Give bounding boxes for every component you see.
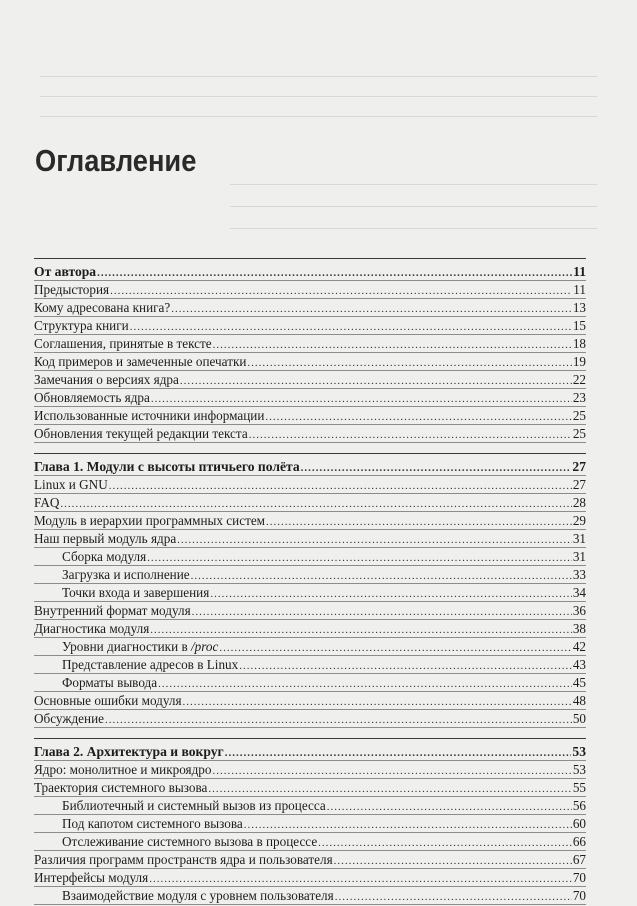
toc-chapter[interactable] [34,743,586,761]
toc-chapter-title: Глава 1. Модули с высоты птичьего полёта [34,459,300,474]
toc-entry-title: Структура книги [34,318,129,333]
toc-entry[interactable] [34,371,586,389]
toc-entry-page: 15 [572,318,586,333]
toc-entry-title: Код примеров и замеченные опечатки [34,354,247,369]
toc-chapter-page: 27 [572,459,586,474]
toc-entry-title: Траектория системного вызова [34,780,208,795]
leader-dots [213,336,572,354]
toc-entry-page: 38 [572,621,586,636]
toc-entry-page: 53 [572,762,586,777]
leader-dots [109,477,572,495]
toc-entry-title: Кому адресована книга? [34,300,171,315]
toc-entry-page: 25 [572,408,586,423]
toc-subentry[interactable] [34,584,586,602]
toc-entry-page: 56 [572,798,586,813]
toc-entry-page: 45 [572,675,586,690]
toc-entry[interactable] [34,494,586,512]
toc-entry-title: Внутренний формат модуля [34,603,191,618]
bleed-line [40,96,597,97]
leader-dots [208,780,571,798]
toc-entry-page: 28 [572,495,586,510]
leader-dots [192,603,572,621]
toc-entry-page: 67 [572,852,586,867]
proc-path: /proc [190,639,219,654]
toc-entry-page: 25 [572,426,586,441]
toc-entry-page: 70 [572,888,586,903]
leader-dots [191,567,572,585]
toc-entry-page: 60 [572,816,586,831]
toc-chapter-title: Глава 2. Архитектура и вокруг [34,744,224,759]
toc-entry-page: 29 [572,513,586,528]
leader-dots [149,870,572,888]
toc-entry-title: Обновляемость ядра [34,390,150,405]
toc-entry[interactable] [34,299,586,317]
leader-dots [327,798,572,816]
leader-dots [105,711,572,729]
table-of-contents [34,258,586,905]
toc-chapter-page: 53 [572,744,586,759]
toc-entry-title: Сборка модуля [62,549,147,564]
toc-entry-title: Уровни диагностики в /proc [62,639,219,654]
toc-subentry[interactable] [34,674,586,692]
toc-entry[interactable] [34,869,586,887]
leader-dots [130,318,572,336]
toc-entry-title: Предыстория [34,282,110,297]
toc-entry[interactable] [34,602,586,620]
toc-entry-title: Модуль в иерархии программных систем [34,513,266,528]
leader-dots [150,621,572,639]
toc-entry-title: Обновления текущей редакции текста [34,426,248,441]
leader-dots [180,372,572,390]
leader-dots [335,888,572,906]
toc-entry[interactable] [34,779,586,797]
toc-entry-page: 70 [572,870,586,885]
toc-entry-title: Отслеживание системного вызова в процессе [62,834,318,849]
leader-dots [210,585,572,603]
toc-subentry[interactable] [34,887,586,905]
leader-dots [177,531,572,549]
bleed-line [40,116,597,117]
toc-chapter-page: 11 [573,264,586,279]
toc-entry-title: Ядро: монолитное и микроядро [34,762,212,777]
toc-entry-page: 48 [572,693,586,708]
leader-dots [110,282,572,300]
bleed-line [230,206,597,207]
toc-subentry[interactable] [34,566,586,584]
toc-entry-title: Представление адресов в Linux [62,657,239,672]
bleed-line [230,228,597,229]
toc-entry-page: 22 [572,372,586,387]
toc-entry[interactable] [34,512,586,530]
toc-entry-title: Диагностика модуля [34,621,150,636]
toc-entry[interactable] [34,281,586,299]
toc-entry-page: 19 [572,354,586,369]
toc-entry-page: 33 [572,567,586,582]
leader-dots [171,300,572,318]
toc-entry-title: Различия программ пространств ядра и пользователя [34,852,333,867]
toc-entry[interactable] [34,692,586,710]
toc-entry-title: Библиотечный и системный вызов из процесса [62,798,326,813]
toc-subentry[interactable] [34,548,586,566]
leader-dots [244,816,572,834]
leader-dots [301,459,572,477]
toc-subentry[interactable] [34,833,586,851]
leader-dots [158,675,572,693]
toc-subentry[interactable] [34,638,586,656]
toc-entry[interactable] [34,476,586,494]
toc-entry-page: 27 [572,477,586,492]
toc-chapter[interactable] [34,263,586,281]
toc-entry-title: Обсуждение [34,711,104,726]
toc-entry[interactable] [34,407,586,425]
toc-entry[interactable] [34,620,586,638]
toc-entry[interactable] [34,851,586,869]
leader-dots [247,354,571,372]
toc-entry[interactable] [34,317,586,335]
toc-subentry[interactable] [34,797,586,815]
leader-dots [183,693,572,711]
toc-entry-title: Интерфейсы модуля [34,870,149,885]
toc-entry[interactable] [34,389,586,407]
toc-entry-title: Форматы вывода [62,675,158,690]
leader-dots [265,408,571,426]
toc-entry-page: 42 [572,639,586,654]
toc-entry-title: Взаимодействие модуля с уровнем пользователя [62,888,334,903]
leader-dots [147,549,572,567]
leader-dots [97,264,572,282]
leader-dots [60,495,571,513]
toc-entry[interactable] [34,353,586,371]
toc-chapter-title: От автора [34,264,97,279]
toc-entry-title: Под капотом системного вызова [62,816,243,831]
toc-entry-page: 31 [572,531,586,546]
toc-entry[interactable] [34,530,586,548]
toc-entry-page: 43 [572,657,586,672]
leader-dots [151,390,572,408]
toc-entry-page: 66 [572,834,586,849]
bleed-line [40,76,597,77]
toc-entry-title: Наш первый модуль ядра [34,531,177,546]
toc-entry-page: 55 [572,780,586,795]
toc-entry-title: Загрузка и исполнение [62,567,190,582]
toc-entry-page: 11 [573,282,586,297]
toc-entry[interactable] [34,761,586,779]
toc-subentry[interactable] [34,656,586,674]
bleed-line [230,184,597,185]
leader-dots [318,834,572,852]
toc-entry-page: 31 [572,549,586,564]
leader-dots [334,852,572,870]
toc-entry-title: Основные ошибки модуля [34,693,182,708]
toc-entry-title: Linux и GNU [34,477,108,492]
toc-entry-page: 18 [572,336,586,351]
toc-entry-page: 13 [572,300,586,315]
page-title: Оглавление [35,143,197,178]
leader-dots [249,426,572,444]
toc-entry-title: FAQ [34,495,60,510]
toc-entry-page: 36 [572,603,586,618]
leader-dots [225,744,572,762]
toc-entry[interactable] [34,710,586,728]
leader-dots [219,639,571,657]
toc-subentry[interactable] [34,815,586,833]
toc-entry-title: Замечания о версиях ядра [34,372,179,387]
toc-chapter[interactable] [34,458,586,476]
toc-entry-title: Соглашения, принятые в тексте [34,336,212,351]
toc-entry-page: 23 [572,390,586,405]
toc-entry-page: 50 [572,711,586,726]
toc-entry[interactable] [34,335,586,353]
leader-dots [239,657,572,675]
leader-dots [213,762,572,780]
toc-entry-page: 34 [572,585,586,600]
leader-dots [266,513,572,531]
toc-entry-title: Использованные источники информации [34,408,265,423]
toc-entry-title: Точки входа и завершения [62,585,210,600]
toc-entry[interactable] [34,425,586,443]
